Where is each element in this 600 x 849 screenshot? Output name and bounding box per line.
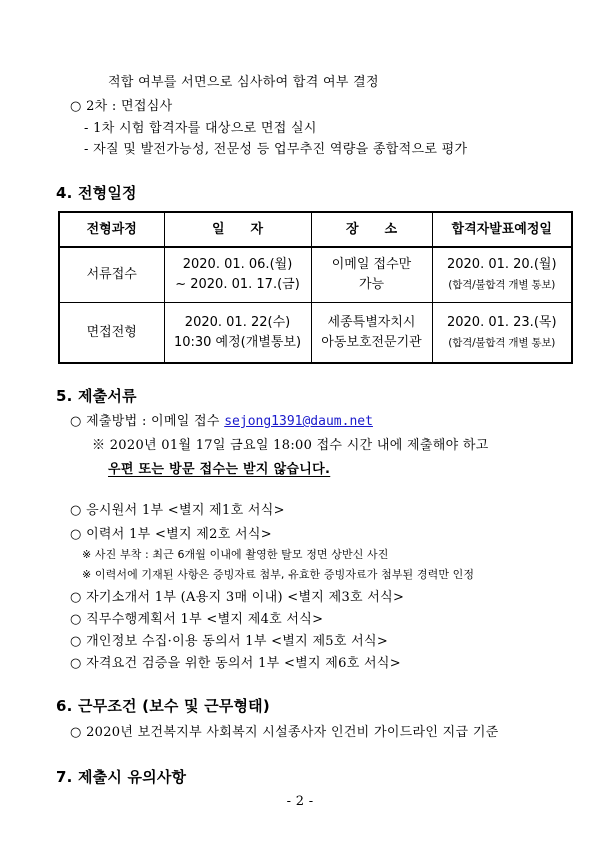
place-line: 가능 xyxy=(358,277,385,292)
announce-date: 2020. 01. 20.(월) xyxy=(446,257,557,272)
place-cell xyxy=(311,247,432,303)
stage-text: 서류접수 xyxy=(86,267,137,282)
date-cell xyxy=(164,247,311,303)
table-header-cell: 합격자발표예정일 xyxy=(432,212,572,247)
stage2-item: - 자질 및 발전가능성, 전문성 등 업무추진 역량을 종합적으로 평가 xyxy=(84,142,468,157)
place-cell xyxy=(311,303,432,364)
document-item: ○ 자격요건 검증을 위한 동의서 1부 <별지 제6호 서식> xyxy=(70,656,401,671)
submission-method xyxy=(70,410,373,429)
conditions-item: ○ 2020년 보건복지부 사회복지 시설종사자 인건비 가이드라인 지급 기준 xyxy=(70,725,499,740)
section-title-schedule: 4. 전형일정 xyxy=(56,184,137,202)
announce-cell xyxy=(432,303,572,364)
date-line: 10:30 예정(개별통보) xyxy=(173,334,302,350)
intro-line: 적합 여부를 서면으로 심사하여 합격 여부 결정 xyxy=(108,75,379,90)
announce-date: 2020. 01. 23.(목) xyxy=(446,314,557,330)
date-line: 2020. 01. 22(수) xyxy=(184,314,291,330)
email-link[interactable]: sejong1391@daum.net xyxy=(224,414,373,429)
stage-cell xyxy=(59,247,164,303)
stage-cell xyxy=(59,303,164,364)
document-item: ○ 응시원서 1부 <별지 제1호 서식> xyxy=(70,503,285,518)
announce-note: (합격/불합격 개별 통보) xyxy=(448,279,556,291)
submission-method-label: ○ 제출방법 : 이메일 접수 xyxy=(70,414,220,429)
no-mail-notice xyxy=(108,458,330,477)
page-number: - 2 - xyxy=(286,794,314,809)
table-header-cell: 일 자 xyxy=(164,212,311,247)
place-line: 아동보호전문기관 xyxy=(321,334,422,350)
date-line: ~ 2020. 01. 17.(금) xyxy=(175,277,300,292)
deadline-note: ※ 2020년 01월 17일 금요일 18:00 접수 시간 내에 제출해야 하고 xyxy=(92,438,489,453)
resume-note: ※ 이력서에 기재된 사항은 증빙자료 첨부, 유효한 증빙자료가 첨부된 경력만 인정 xyxy=(82,568,475,581)
announce-note: (합격/불합격 개별 통보) xyxy=(448,336,556,349)
document-item: ○ 자기소개서 1부 (A용지 3매 이내) <별지 제3호 서식> xyxy=(70,590,405,605)
table-header-cell: 장 소 xyxy=(311,212,432,247)
stage2-item: - 1차 시험 합격자를 대상으로 면접 실시 xyxy=(84,121,317,136)
place-line: 이메일 접수만 xyxy=(331,257,412,272)
table-header-row xyxy=(59,212,572,247)
table-header-cell: 전형과정 xyxy=(59,212,164,247)
stage-text: 면접전형 xyxy=(86,324,137,340)
section-title-documents: 5. 제출서류 xyxy=(56,387,137,405)
document-item: ○ 직무수행계획서 1부 <별지 제4호 서식> xyxy=(70,612,324,627)
no-mail-text: 우편 또는 방문 접수는 받지 않습니다. xyxy=(108,462,331,477)
stage2-heading: ○ 2차 : 면접심사 xyxy=(70,99,173,114)
section-title-notes: 7. 제출시 유의사항 xyxy=(56,768,187,786)
place-line: 세종특별자치시 xyxy=(327,314,416,330)
document-item: ○ 개인정보 수집·이용 동의서 1부 <별지 제5호 서식> xyxy=(70,634,389,649)
document-item: ○ 이력서 1부 <별지 제2호 서식> xyxy=(70,527,272,542)
table-row xyxy=(59,247,572,303)
announce-cell xyxy=(432,247,572,303)
schedule-table xyxy=(58,211,573,364)
section-title-conditions: 6. 근무조건 (보수 및 근무형태) xyxy=(56,697,270,715)
date-cell xyxy=(164,303,311,364)
table-row xyxy=(59,303,572,364)
date-line: 2020. 01. 06.(월) xyxy=(182,257,293,272)
photo-note: ※ 사진 부착 : 최근 6개월 이내에 촬영한 탈모 정면 상반신 사진 xyxy=(82,548,389,561)
